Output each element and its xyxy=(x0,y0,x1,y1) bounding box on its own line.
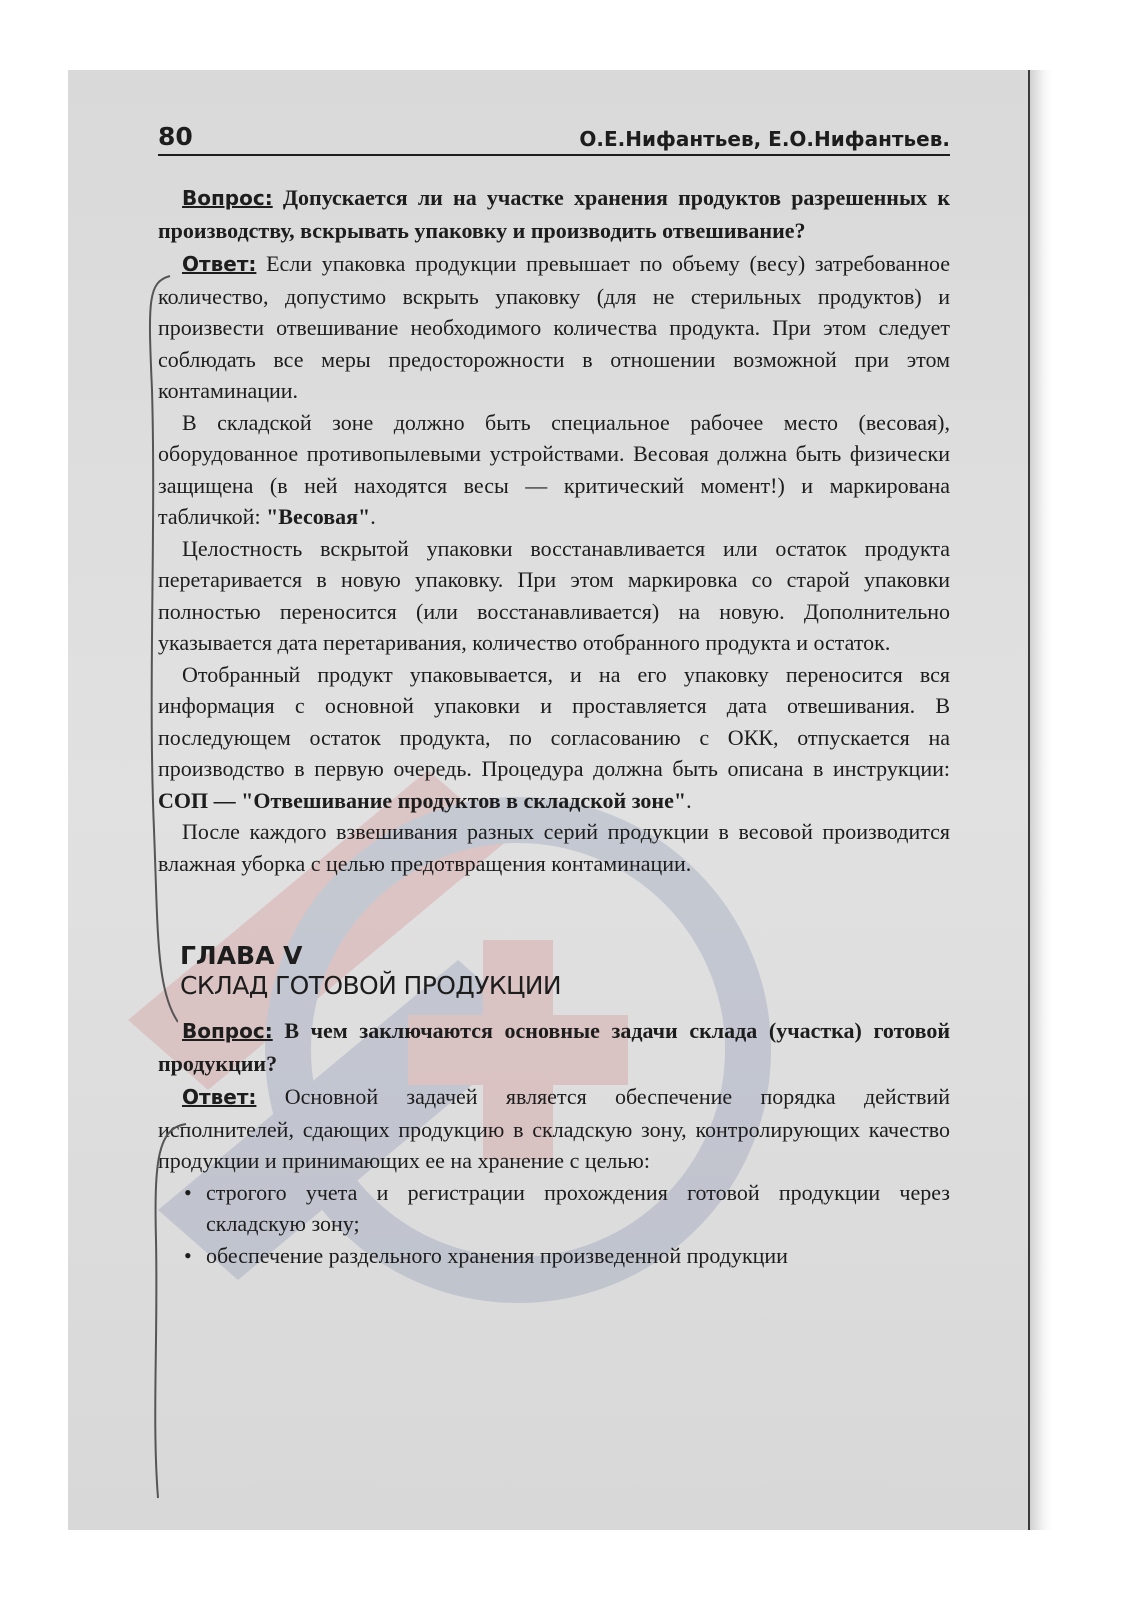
paragraph-bold-text: "Весовая" xyxy=(266,504,371,529)
bullet-icon: • xyxy=(184,1179,192,1205)
answer-text: Если упаковка продукции превышает по объему (весу) затребованное количество, допустимо вскрыть упаковку (для не стерильных продуктов) и произвести отвешивание необходимого количества продукта. При этом следует соблюдать все меры предосторожности в отношении возможной при этом контаминации. xyxy=(158,251,951,403)
page-content xyxy=(158,122,950,1271)
question-text: Допускается ли на участке хранения продуктов разрешенных к производству, вскрывать упаковку и производить отвешивание? xyxy=(158,185,950,243)
paragraph-selected-product xyxy=(158,659,950,817)
paragraph-repackaging xyxy=(158,533,950,659)
question-text: В чем заключаются основные задачи склада (участка) готовой продукции? xyxy=(158,1018,951,1076)
running-header-authors: О.Е.Нифантьев, Е.О.Нифантьев. xyxy=(579,127,950,151)
task-list xyxy=(158,1177,950,1272)
paragraph-text: В складской зоне должно быть специальное рабочее место (весовая), оборудованное противопылевыми устройствами. Весовая должна быть физически защищена (в ней находятся весы — критический момент!) и маркирована табличкой: xyxy=(158,409,950,529)
paragraph-end: . xyxy=(370,504,376,529)
paragraph-bold-text: СОП — "Отвешивание продуктов в складской зоне" xyxy=(158,787,687,813)
chapter-title: СКЛАД ГОТОВОЙ ПРОДУКЦИИ xyxy=(180,971,562,1000)
answer-2 xyxy=(158,1081,950,1177)
chapter-heading xyxy=(180,941,950,1001)
running-header xyxy=(158,122,950,156)
paragraph-text: После каждого взвешивания разных серий продукции в весовой производится влажная уборка с целью предотвращения контаминации. xyxy=(158,819,950,876)
answer-1 xyxy=(158,248,950,407)
scanned-page xyxy=(68,70,1052,1530)
page-number: 80 xyxy=(158,122,193,151)
question-1 xyxy=(158,182,950,246)
page-edge xyxy=(1028,70,1052,1530)
answer-label: Ответ: xyxy=(182,252,257,276)
paragraph-weighing-room xyxy=(158,407,950,533)
paragraph-text: Целостность вскрытой упаковки восстанавливается или остаток продукта перетаривается в новую упаковку. При этом маркировка со старой упаковки полностью переносится (или восстанавливается) на новую. Дополнительно указывается дата перетаривания, количество отобранного продукта и остаток. xyxy=(158,535,950,655)
paragraph-cleaning xyxy=(158,816,950,879)
paragraph-text: Отобранный продукт упаковывается, и на его упаковку переносится вся информация с основной упаковки и проставляется дата отвешивания. В последующем остаток продукта, по согласованию с ОКК, отпускается на производство в первую очередь. Процедура должна быть описана в инструкции: xyxy=(158,661,950,781)
answer-label: Ответ: xyxy=(182,1085,257,1109)
answer-text: Основной задачей является обеспечение порядка действий исполнителей, сдающих продукцию в складскую зону, контролирующих качество продукции и принимающих ее на хранение с целью: xyxy=(158,1084,951,1173)
question-label: Вопрос: xyxy=(182,1019,273,1043)
question-label: Вопрос: xyxy=(182,186,273,210)
list-item xyxy=(158,1177,950,1240)
chapter-number: ГЛАВА V xyxy=(180,941,303,970)
paragraph-end: . xyxy=(686,787,692,813)
bullet-icon: • xyxy=(184,1242,192,1268)
list-item xyxy=(158,1240,950,1272)
question-2 xyxy=(158,1015,950,1079)
list-item-text: строгого учета и регистрации прохождения готовой продукции через складскую зону; xyxy=(206,1179,950,1236)
list-item-text: обеспечение раздельного хранения произведенной продукции xyxy=(206,1242,788,1268)
